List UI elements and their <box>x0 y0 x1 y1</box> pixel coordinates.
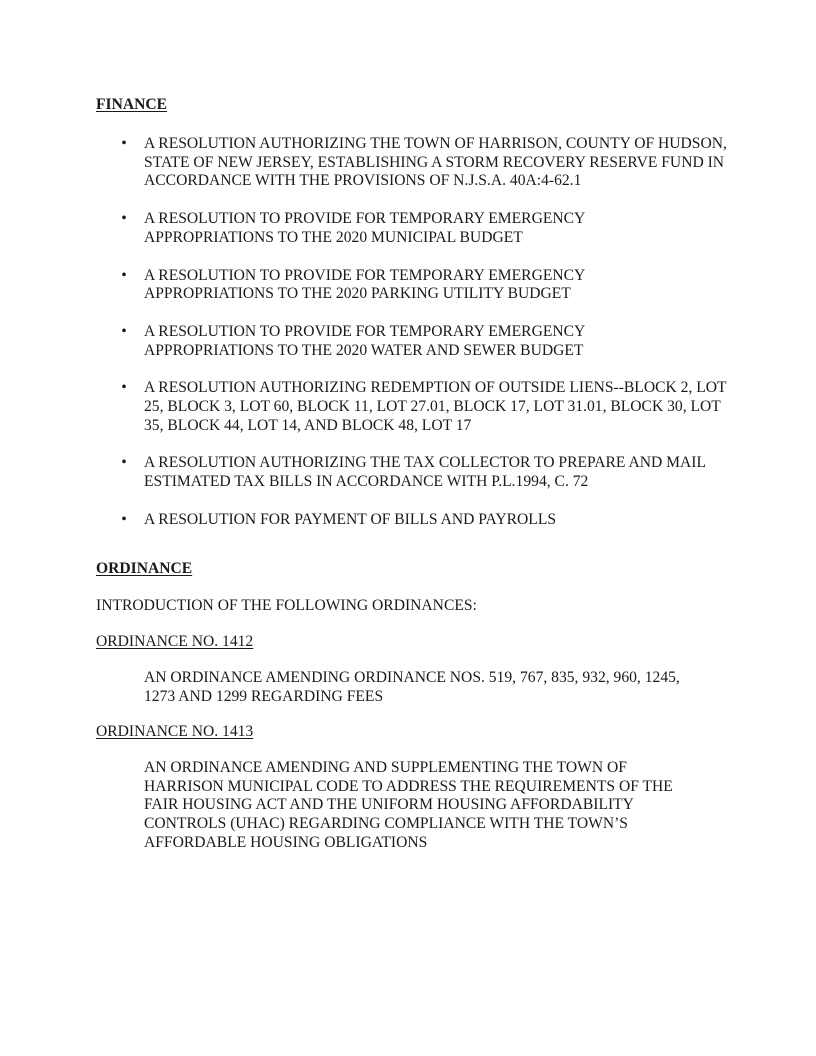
resolution-text: A RESOLUTION AUTHORIZING THE TAX COLLECTOR TO PREPARE AND MAIL ESTIMATED TAX BILLS IN ACCORDANCE WITH P.L.1994, C. 72 <box>144 454 706 491</box>
document-page <box>96 96 746 853</box>
list-item <box>96 511 744 530</box>
bullet-icon: • <box>121 135 127 152</box>
bullet-icon: • <box>121 510 127 528</box>
bullet-icon: • <box>121 379 127 397</box>
resolution-text: A RESOLUTION FOR PAYMENT OF BILLS AND PAYROLLS <box>144 510 557 528</box>
ordinance-intro: INTRODUCTION OF THE FOLLOWING ORDINANCES: <box>96 596 477 614</box>
list-item <box>96 267 614 304</box>
resolution-text: A RESOLUTION AUTHORIZING REDEMPTION OF OUTSIDE LIENS--BLOCK 2, LOT 25, BLOCK 3, LOT 60, BLOCK 11, LOT 27.01, BLOCK 17, LOT 31.01, BLOCK 30, LOT 35, BLOCK 44, LOT 14, AND BLOCK 48, LOT 17 <box>144 379 727 434</box>
ordinance-section <box>96 560 746 853</box>
ordinance-text-1412: AN ORDINANCE AMENDING ORDINANCE NOS. 519, 767, 835, 932, 960, 1245, 1273 AND 1299 REGARDING FEES <box>144 668 680 705</box>
list-item <box>96 135 734 191</box>
bullet-icon: • <box>121 266 127 284</box>
finance-heading: FINANCE <box>96 96 168 113</box>
resolution-text: A RESOLUTION TO PROVIDE FOR TEMPORARY EMERGENCY APPROPRIATIONS TO THE 2020 WATER AND SEWER BUDGET <box>144 322 585 359</box>
resolution-text: A RESOLUTION TO PROVIDE FOR TEMPORARY EMERGENCY APPROPRIATIONS TO THE 2020 MUNICIPAL BUDGET <box>144 210 585 246</box>
list-item <box>96 210 614 247</box>
resolution-text: A RESOLUTION TO PROVIDE FOR TEMPORARY EMERGENCY APPROPRIATIONS TO THE 2020 PARKING UTILITY BUDGET <box>144 266 585 303</box>
bullet-icon: • <box>121 322 127 340</box>
bullet-icon: • <box>121 210 127 228</box>
ordinance-number-1412: ORDINANCE NO. 1412 <box>96 633 254 651</box>
list-item <box>96 454 744 491</box>
ordinance-number-1413: ORDINANCE NO. 1413 <box>96 723 254 741</box>
ordinance-text-1413: AN ORDINANCE AMENDING AND SUPPLEMENTING THE TOWN OF HARRISON MUNICIPAL CODE TO ADDRESS THE REQUIREMENTS OF THE FAIR HOUSING ACT AND THE UNIFORM HOUSING AFFORDABILITY CONTROLS (UHAC) REGARDING COMPLIANCE WITH THE TOWN’S AFFORDABLE HOUSING OBLIGATIONS <box>144 759 673 851</box>
finance-section <box>96 96 746 530</box>
list-item <box>96 323 614 360</box>
resolution-text: A RESOLUTION AUTHORIZING THE TOWN OF HARRISON, COUNTY OF HUDSON, STATE OF NEW JERSEY, ESTABLISHING A STORM RECOVERY RESERVE FUND IN ACCORDANCE WITH THE PROVISIONS OF N.J.S.A. 40A:4-62.1 <box>144 135 727 190</box>
finance-resolution-list <box>96 135 746 530</box>
list-item <box>96 379 734 435</box>
bullet-icon: • <box>121 454 127 472</box>
ordinance-heading: ORDINANCE <box>96 559 193 577</box>
